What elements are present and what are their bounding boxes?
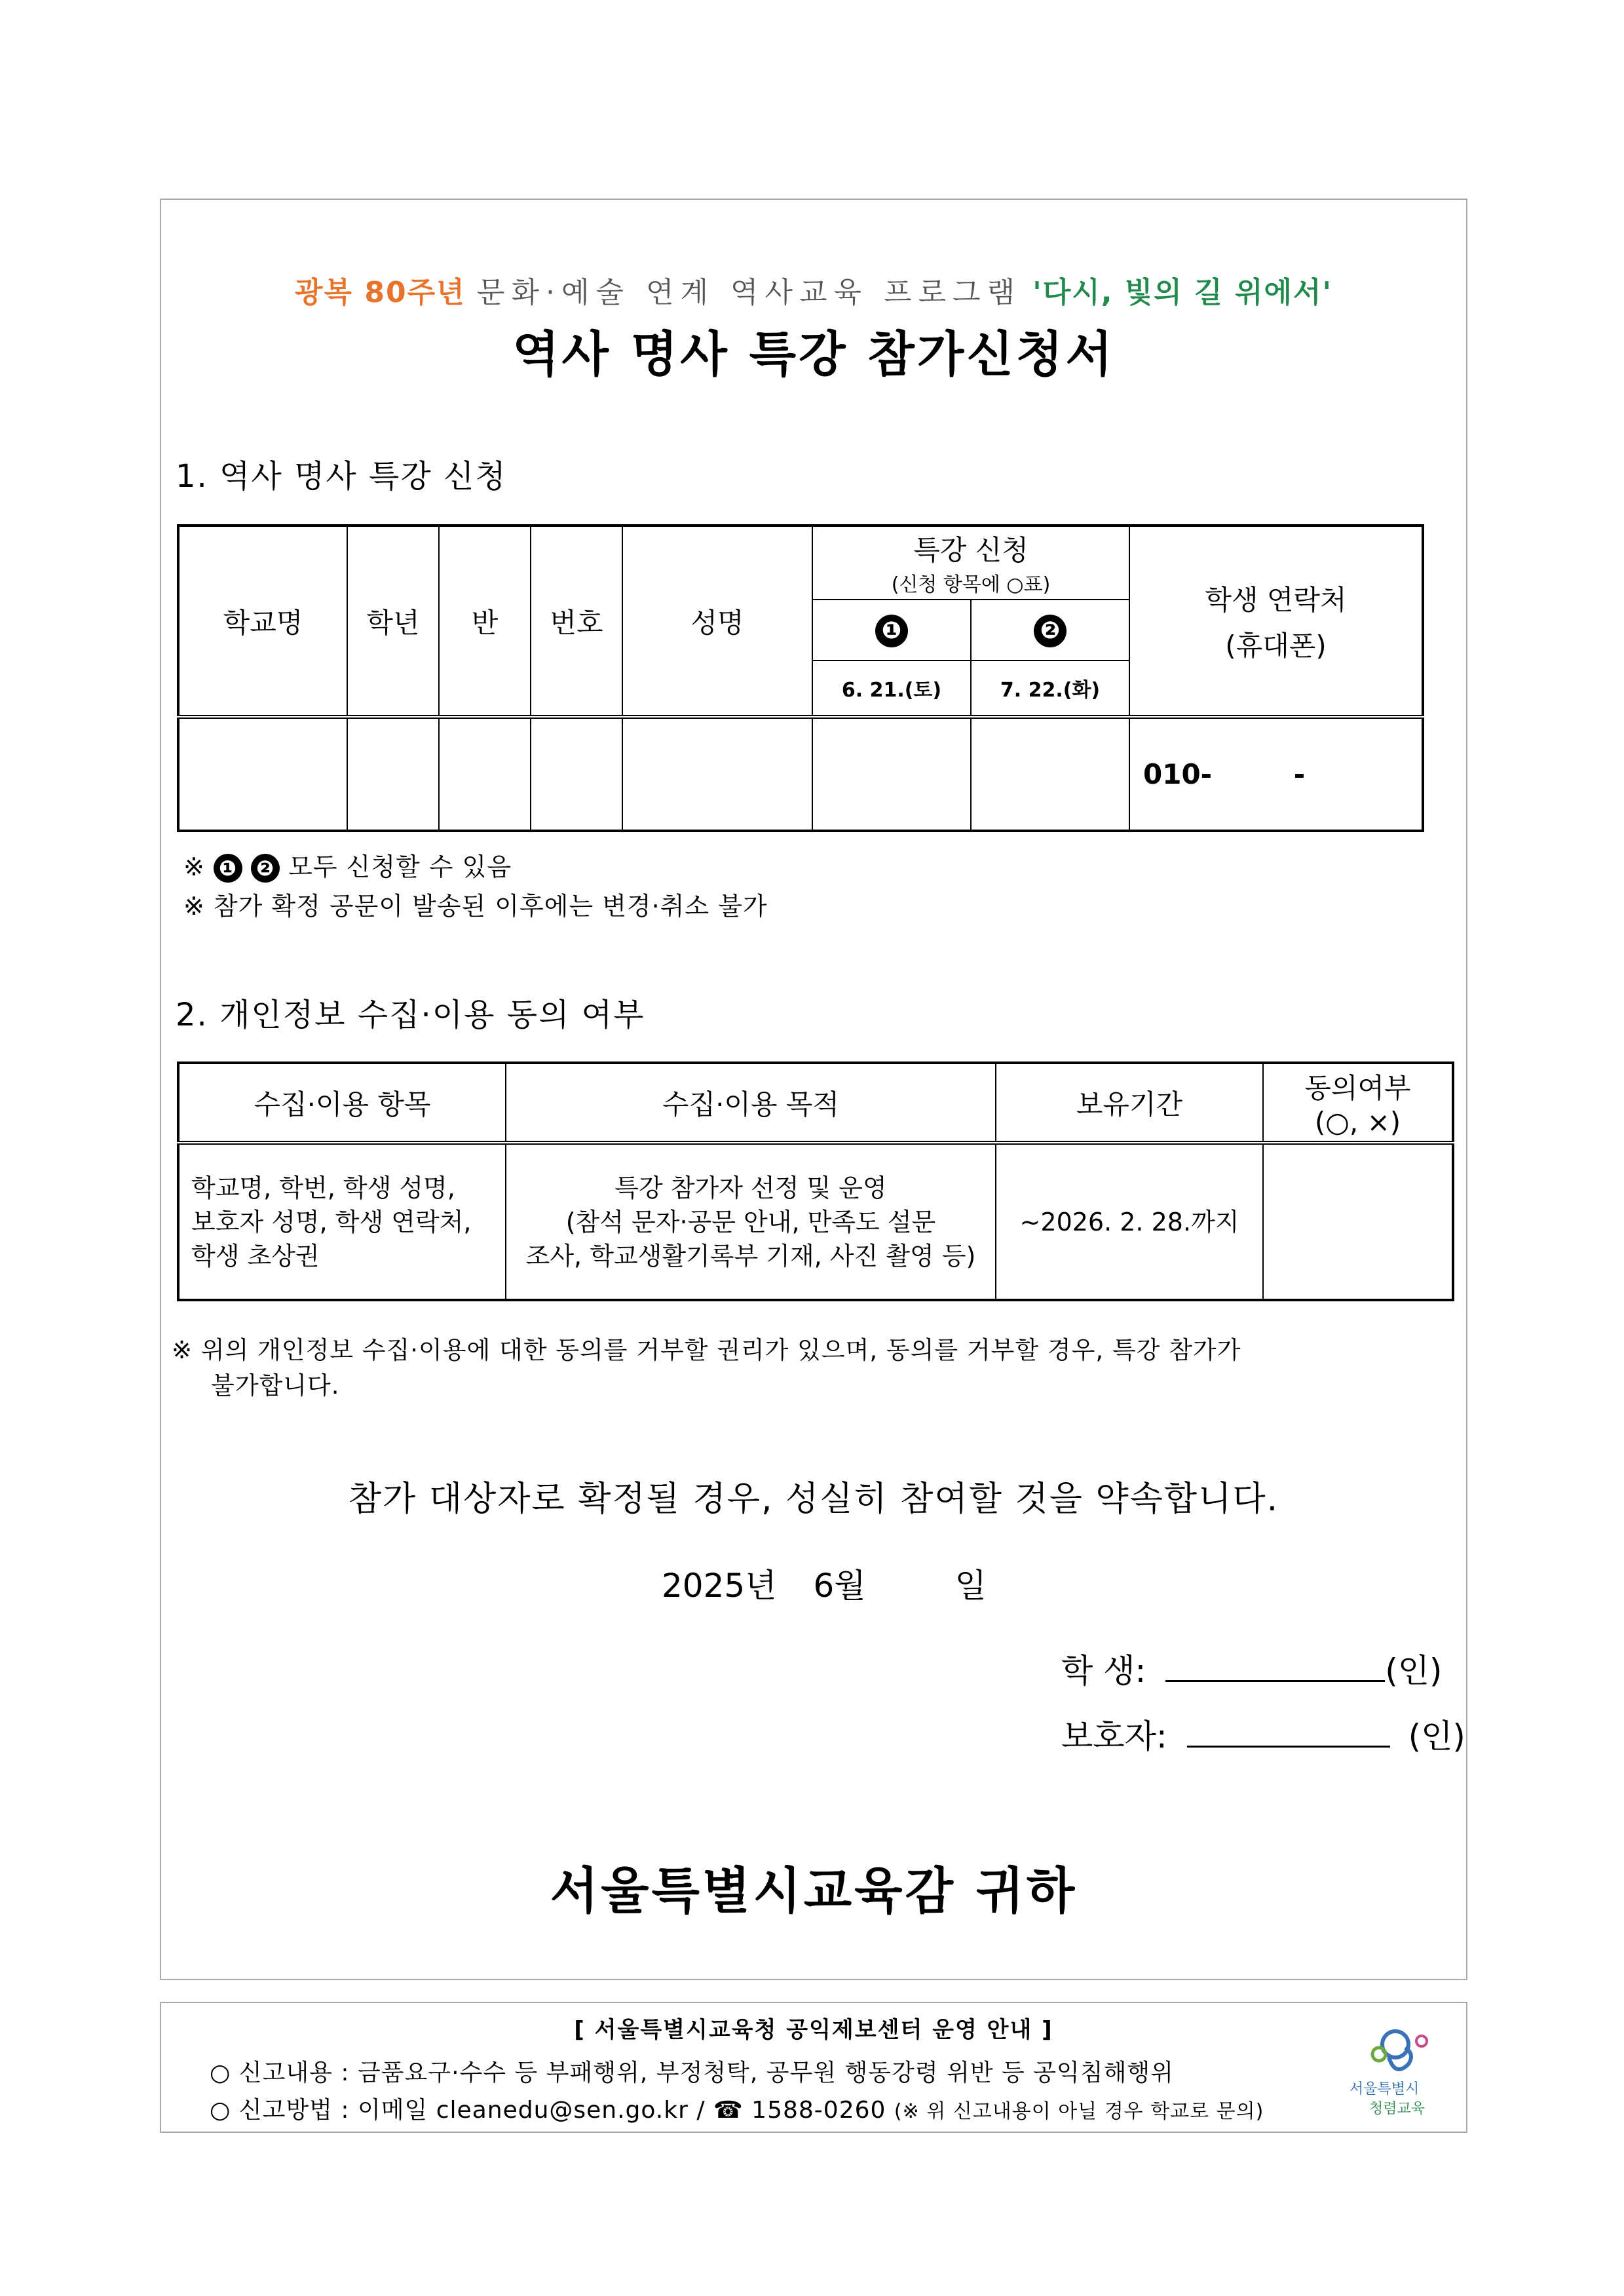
pledge-text: 참가 대상자로 확정될 경우, 성실히 참여할 것을 약속합니다. <box>348 1480 1279 1519</box>
footer-report-content: ○ 신고내용 : 금품요구·수수 등 부패행위, 부정청탁, 공무원 행동강령 위반 등 공익침해행위 <box>210 2059 1174 2086</box>
contact-dash: - <box>1293 758 1306 791</box>
col-consent <box>1263 1063 1453 1143</box>
date-year: 2025년 <box>662 1567 777 1605</box>
student-label: 학 생: <box>1061 1652 1146 1690</box>
number-input-cell[interactable] <box>531 717 622 831</box>
class-input-cell[interactable] <box>439 717 531 831</box>
anniversary-label: 광복 80주년 <box>295 276 466 309</box>
footer-method-text: ○ 신고방법 : 이메일 cleanedu@sen.go.kr / ☎ 1588-0260 <box>210 2097 886 2124</box>
col-name: 성명 <box>622 526 812 717</box>
col-contact <box>1129 526 1423 717</box>
purpose-line: (참석 문자·공문 안내, 만족도 설문 <box>565 1207 936 1236</box>
consent-input-cell[interactable] <box>1263 1143 1453 1300</box>
form-title: 역사 명사 특강 참가신청서 <box>512 326 1115 383</box>
contact-prefix: 010- <box>1143 758 1213 791</box>
guardian-seal: (인) <box>1408 1717 1465 1755</box>
guardian-signature <box>1061 1710 1465 1757</box>
date-day: 일 <box>954 1567 987 1605</box>
program-slogan: '다시, 빛의 길 위에서' <box>1032 276 1332 309</box>
note-mark: ※ <box>183 852 205 881</box>
date-month: 6월 <box>813 1567 866 1605</box>
addressee: 서울특별시교육감 귀하 <box>550 1862 1078 1920</box>
option1-mark-cell[interactable] <box>812 717 971 831</box>
clean-education-logo <box>1343 2018 1461 2123</box>
grade-input-cell[interactable] <box>347 717 439 831</box>
col-grade: 학년 <box>347 526 439 717</box>
school-input-cell[interactable] <box>178 717 347 831</box>
option2-date: 7. 22.(화) <box>971 660 1129 718</box>
name-input-cell[interactable] <box>622 717 812 831</box>
purpose-line: 조사, 학교생활기록부 기재, 사진 촬영 등) <box>525 1241 976 1271</box>
col-items: 수집·이용 항목 <box>178 1063 506 1143</box>
logo-icon <box>1343 2018 1461 2123</box>
contact-sub: (휴대폰) <box>1225 629 1327 662</box>
option1-date: 6. 21.(토) <box>812 660 971 718</box>
footer-method-note: (※ 위 신고내용이 아닐 경우 학교로 문의) <box>894 2100 1264 2123</box>
items-cell <box>178 1143 506 1300</box>
student-sign-line[interactable] <box>1165 1680 1385 1682</box>
option2-number-icon: ❷ <box>251 854 280 883</box>
contact-input-cell[interactable] <box>1129 717 1423 831</box>
consent-sub: (○, ×) <box>1314 1106 1401 1138</box>
footer-title: [ 서울특별시교육청 공익제보센터 운영 안내 ] <box>574 2017 1053 2043</box>
consent-label: 동의여부 <box>1304 1072 1411 1104</box>
option2-number-icon: ❷ <box>1034 615 1067 647</box>
col-number: 번호 <box>531 526 622 717</box>
footer-report-method <box>210 2092 1264 2125</box>
contact-label: 학생 연락처 <box>1205 583 1347 616</box>
col-purpose: 수집·이용 목적 <box>506 1063 996 1143</box>
purpose-cell <box>506 1143 996 1300</box>
col-school: 학교명 <box>178 526 347 717</box>
col-class: 반 <box>439 526 531 717</box>
logo-text-1: 서울특별시 <box>1350 2081 1420 2097</box>
option1-number-icon: ❶ <box>875 615 908 647</box>
col-lecture <box>812 526 1129 600</box>
student-seal: (인) <box>1385 1652 1443 1690</box>
option2-cell <box>971 600 1129 660</box>
student-signature <box>1061 1645 1443 1692</box>
logo-text-2: 청렴교육 <box>1369 2101 1426 2117</box>
note1-text: 모두 신청할 수 있음 <box>288 852 512 881</box>
option1-number-icon: ❶ <box>214 854 242 883</box>
note-no-change: ※ 참가 확정 공문이 발송된 이후에는 변경·취소 불가 <box>183 892 768 921</box>
lecture-label: 특강 신청 <box>913 533 1029 566</box>
col-retention: 보유기간 <box>996 1063 1263 1143</box>
application-table <box>177 524 1424 832</box>
retention-cell: ~2026. 2. 28.까지 <box>996 1143 1263 1300</box>
option1-cell <box>812 600 971 660</box>
section1-heading: 1. 역사 명사 특강 신청 <box>176 458 507 495</box>
program-label: 문화·예술 연계 역사교육 프로그램 <box>476 276 1021 309</box>
date-line <box>662 1559 987 1607</box>
privacy-note-line: 불가합니다. <box>211 1371 340 1400</box>
items-line: 보호자 성명, 학생 연락처, <box>191 1207 472 1236</box>
privacy-note-line: ※ 위의 개인정보 수집·이용에 대한 동의를 거부할 권리가 있으며, 동의를 거부할 경우, 특강 참가가 <box>172 1336 1241 1364</box>
items-line: 학생 초상권 <box>191 1241 320 1271</box>
lecture-note: (신청 항목에 ○표) <box>891 573 1051 596</box>
items-line: 학교명, 학번, 학생 성명, <box>191 1173 455 1202</box>
privacy-note <box>172 1330 1462 1401</box>
option2-mark-cell[interactable] <box>971 717 1129 831</box>
section2-heading: 2. 개인정보 수집·이용 동의 여부 <box>176 997 645 1033</box>
note-both-options <box>183 847 512 883</box>
purpose-line: 특강 참가자 선정 및 운영 <box>614 1173 887 1202</box>
guardian-sign-line[interactable] <box>1187 1746 1390 1748</box>
guardian-label: 보호자: <box>1061 1717 1167 1755</box>
program-subtitle <box>160 269 1467 311</box>
privacy-table <box>177 1062 1454 1301</box>
